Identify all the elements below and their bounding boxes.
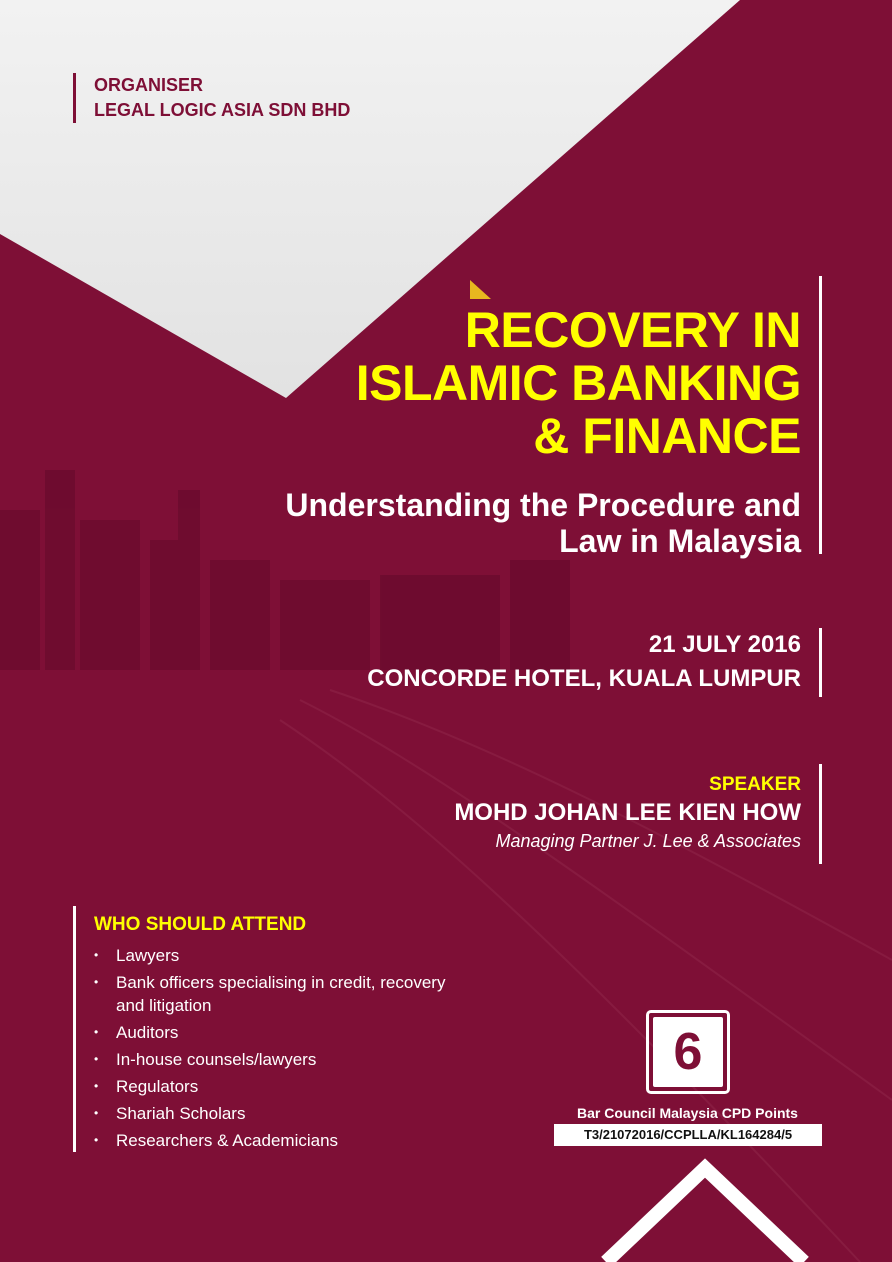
bullet-icon: • bbox=[94, 1052, 99, 1066]
list-item bbox=[94, 1048, 446, 1071]
list-item bbox=[94, 1021, 446, 1044]
bullet-icon: • bbox=[94, 948, 99, 962]
title-block bbox=[262, 276, 822, 559]
title-line-1: RECOVERY IN bbox=[464, 302, 801, 358]
list-item-text: In-house counsels/lawyers bbox=[116, 1050, 317, 1069]
organiser-label: ORGANISER bbox=[94, 75, 204, 95]
list-item-text: Auditors bbox=[116, 1023, 179, 1042]
list-item bbox=[94, 944, 446, 967]
event-details-block bbox=[367, 628, 822, 697]
cpd-points-label: Bar Council Malaysia CPD Points bbox=[577, 1105, 798, 1121]
organiser-block bbox=[73, 73, 350, 123]
bullet-icon: • bbox=[94, 975, 99, 989]
speaker-label: SPEAKER bbox=[709, 774, 801, 795]
event-venue: CONCORDE HOTEL, KUALA LUMPUR bbox=[367, 665, 801, 692]
cpd-points-value: 6 bbox=[653, 1017, 723, 1087]
who-should-attend-block bbox=[73, 906, 446, 1152]
bullet-icon: • bbox=[94, 1079, 99, 1093]
cpd-code: T3/21072016/CCPLLA/KL164284/5 bbox=[554, 1124, 822, 1146]
organiser-name: LEGAL LOGIC ASIA SDN BHD bbox=[94, 100, 351, 120]
list-item-text: Researchers & Academicians bbox=[116, 1131, 339, 1150]
subtitle-line-2: Law in Malaysia bbox=[559, 523, 801, 559]
event-date: 21 JULY 2016 bbox=[648, 631, 801, 658]
attend-list bbox=[94, 944, 446, 1152]
cpd-points-badge bbox=[646, 1010, 730, 1094]
list-item-text: Lawyers bbox=[116, 946, 180, 965]
list-item bbox=[94, 1129, 446, 1152]
bullet-icon: • bbox=[94, 1025, 99, 1039]
speaker-role: Managing Partner J. Lee & Associates bbox=[495, 831, 801, 851]
title-line-2: ISLAMIC BANKING bbox=[355, 355, 801, 411]
list-item bbox=[94, 1075, 446, 1098]
list-item-text: Regulators bbox=[116, 1077, 199, 1096]
list-item bbox=[94, 971, 446, 1017]
list-item bbox=[94, 1102, 446, 1125]
title-line-3: & FINANCE bbox=[533, 408, 801, 464]
list-item-text: Shariah Scholars bbox=[116, 1104, 246, 1123]
speaker-block bbox=[454, 764, 822, 864]
speaker-name: MOHD JOHAN LEE KIEN HOW bbox=[454, 799, 801, 826]
bullet-icon: • bbox=[94, 1133, 99, 1147]
bullet-icon: • bbox=[94, 1106, 99, 1120]
subtitle-line-1: Understanding the Procedure and bbox=[285, 487, 801, 523]
attend-title: WHO SHOULD ATTEND bbox=[94, 914, 307, 935]
list-item-text: Bank officers specialising in credit, recovery and litigation bbox=[116, 973, 446, 1015]
